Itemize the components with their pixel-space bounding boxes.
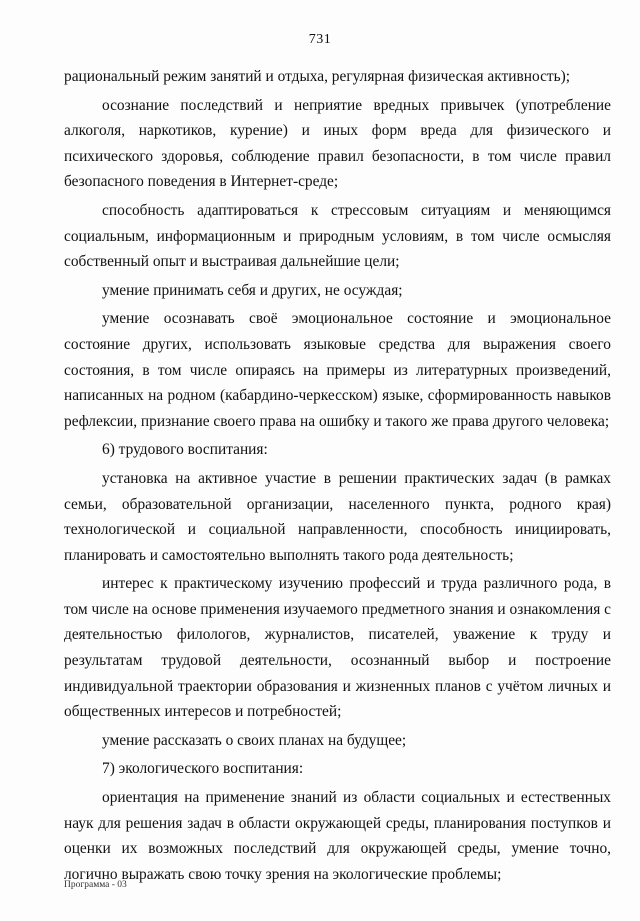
document-body — [64, 64, 611, 890]
paragraph: умение осознавать своё эмоциональное состояние и эмоциональное состояние других, использовать языковые средства для выражения своего состояния, в том числе опираясь на примеры из литературных произведений, написанных на родном (кабардино-черкесском) языке, сформированность навыков рефлексии, признание своего права на ошибку и такого же права другого человека; — [64, 310, 611, 430]
paragraph-continuation: рациональный режим занятий и отдыха, регулярная физическая активность); — [64, 68, 571, 85]
paragraph: установка на активное участие в решении практических задач (в рамках семьи, образовательной организации, населенного пункта, родного края) технологической и социальной направленности, способность инициировать, планировать и самостоятельно выполнять такого рода деятельность; — [64, 469, 611, 564]
section-heading-labor: 6) трудового воспитания: — [102, 441, 268, 459]
paragraph: умение принимать себя и других, не осуждая; — [102, 281, 403, 299]
paragraph: осознание последствий и неприятие вредных привычек (употребление алкоголя, наркотиков, курение) и иных форм вреда для физического и психического здоровья, соблюдение правил безопасности, в том числе правил безопасного поведения в Интернет-среде; — [64, 96, 611, 191]
paragraph: способность адаптироваться к стрессовым ситуациям и меняющимся социальным, информационным и природным условиям, в том числе осмысляя собственный опыт и выстраивая дальнейшие цели; — [64, 201, 611, 271]
footer-label: Программа - 03 — [64, 880, 127, 890]
paragraph: ориентация на применение знаний из области социальных и естественных наук для решения задач в области окружающей среды, планирования поступков и оценки их возможных последствий для окружающей среды, умение точно, логично выражать свою точку зрения на экологические проблемы; — [64, 789, 611, 883]
page-number: 731 — [308, 32, 332, 47]
section-heading-ecology: 7) экологического воспитания: — [102, 760, 304, 778]
paragraph: умение рассказать о своих планах на будущее; — [102, 731, 407, 749]
paragraph: интерес к практическому изучению профессий и труда различного рода, в том числе на основе применения изучаемого предметного знания и ознакомления с деятельностью филологов, журналистов, писателей, уважение к труду и результатам трудовой деятельности, осознанный выбор и построение индивидуальной траектории образования и жизненных планов с учётом личных и общественных интересов и потребностей; — [64, 575, 611, 721]
